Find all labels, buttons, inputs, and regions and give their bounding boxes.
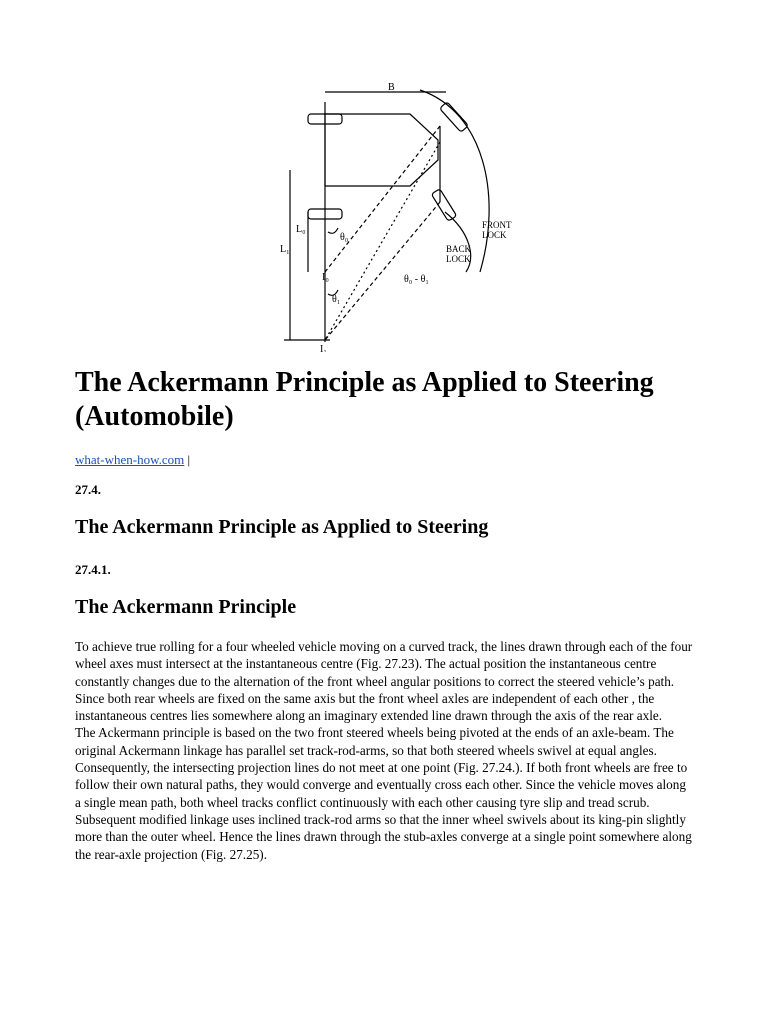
label-l0: L₀	[296, 224, 306, 235]
label-back-lock-2: LOCK	[446, 254, 471, 264]
label-i1: I₁	[320, 344, 327, 352]
label-front-lock-2: LOCK	[482, 230, 507, 240]
label-back-lock-1: BACK	[446, 244, 472, 254]
projection-line-2	[325, 202, 440, 340]
page-title: The Ackermann Principle as Applied to Steering (Automobile)	[75, 367, 654, 432]
label-front-lock-1: FRONT	[482, 220, 512, 230]
label-diff: θ₀ - θ₁	[404, 274, 429, 285]
label-theta1: θ₁	[332, 294, 341, 305]
theta0-arc	[328, 228, 338, 233]
source-separator: |	[184, 452, 191, 467]
source-line	[75, 452, 695, 468]
paragraph-2: The Ackermann principle is based on the two front steered wheels being pivoted at the ends of an axle-beam. The original Ackermann linkage has parallel set track-rod-arms, so that both steered wheels swivel at equal angles. Consequently, the intersecting projection lines do not meet at one point (Fig. 27.24.). If both front wheels are free to follow their own natural paths, they would converge and eventually cross each other. Since the vehicle moves along a single mean path, both wheel tracks conflict continuously with each other causing tyre slip and tread scrub. Subsequent modified linkage uses inclined track-rod arms so that the inner wheel swivels about its king-pin slightly more than the outer wheel. Hence the lines drawn through the stub-axles converge at a single point somewhere along the rear-axle projection (Fig. 27.25).	[75, 725, 692, 862]
front-wheel-inner	[431, 189, 456, 221]
paragraph-1: To achieve true rolling for a four wheeled vehicle moving on a curved track, the lines drawn through each of the four wheel axes must intersect at the instantaneous centre (Fig. 27.23). The actual position the instantaneous centre constantly changes due to the alternation of the front wheel angular positions to correct the steered vehicle’s path. Since both rear wheels are fixed on the same axis but the front wheel axles are independent of each other , the instantaneous centres lies somewhere along an imaginary extended line drawn through the axis of the rear axle.	[75, 639, 693, 724]
label-b: B	[388, 82, 395, 93]
label-theta0: θ₀	[340, 232, 349, 243]
source-link[interactable]: what-when-how.com	[75, 452, 185, 467]
front-wheel-outer	[440, 102, 469, 132]
label-l1: L₁	[280, 244, 290, 255]
subsection-title: The Ackermann Principle	[75, 596, 297, 618]
article-content	[75, 366, 695, 863]
ackermann-diagram	[270, 82, 540, 352]
section-title: The Ackermann Principle as Applied to Steering	[75, 516, 489, 538]
section-number: 27.4.	[75, 482, 101, 497]
label-i0: I₀	[322, 272, 329, 283]
subsection-number: 27.4.1.	[75, 562, 111, 577]
projection-line-1	[325, 126, 440, 272]
ackermann-diagram-svg	[270, 82, 540, 352]
